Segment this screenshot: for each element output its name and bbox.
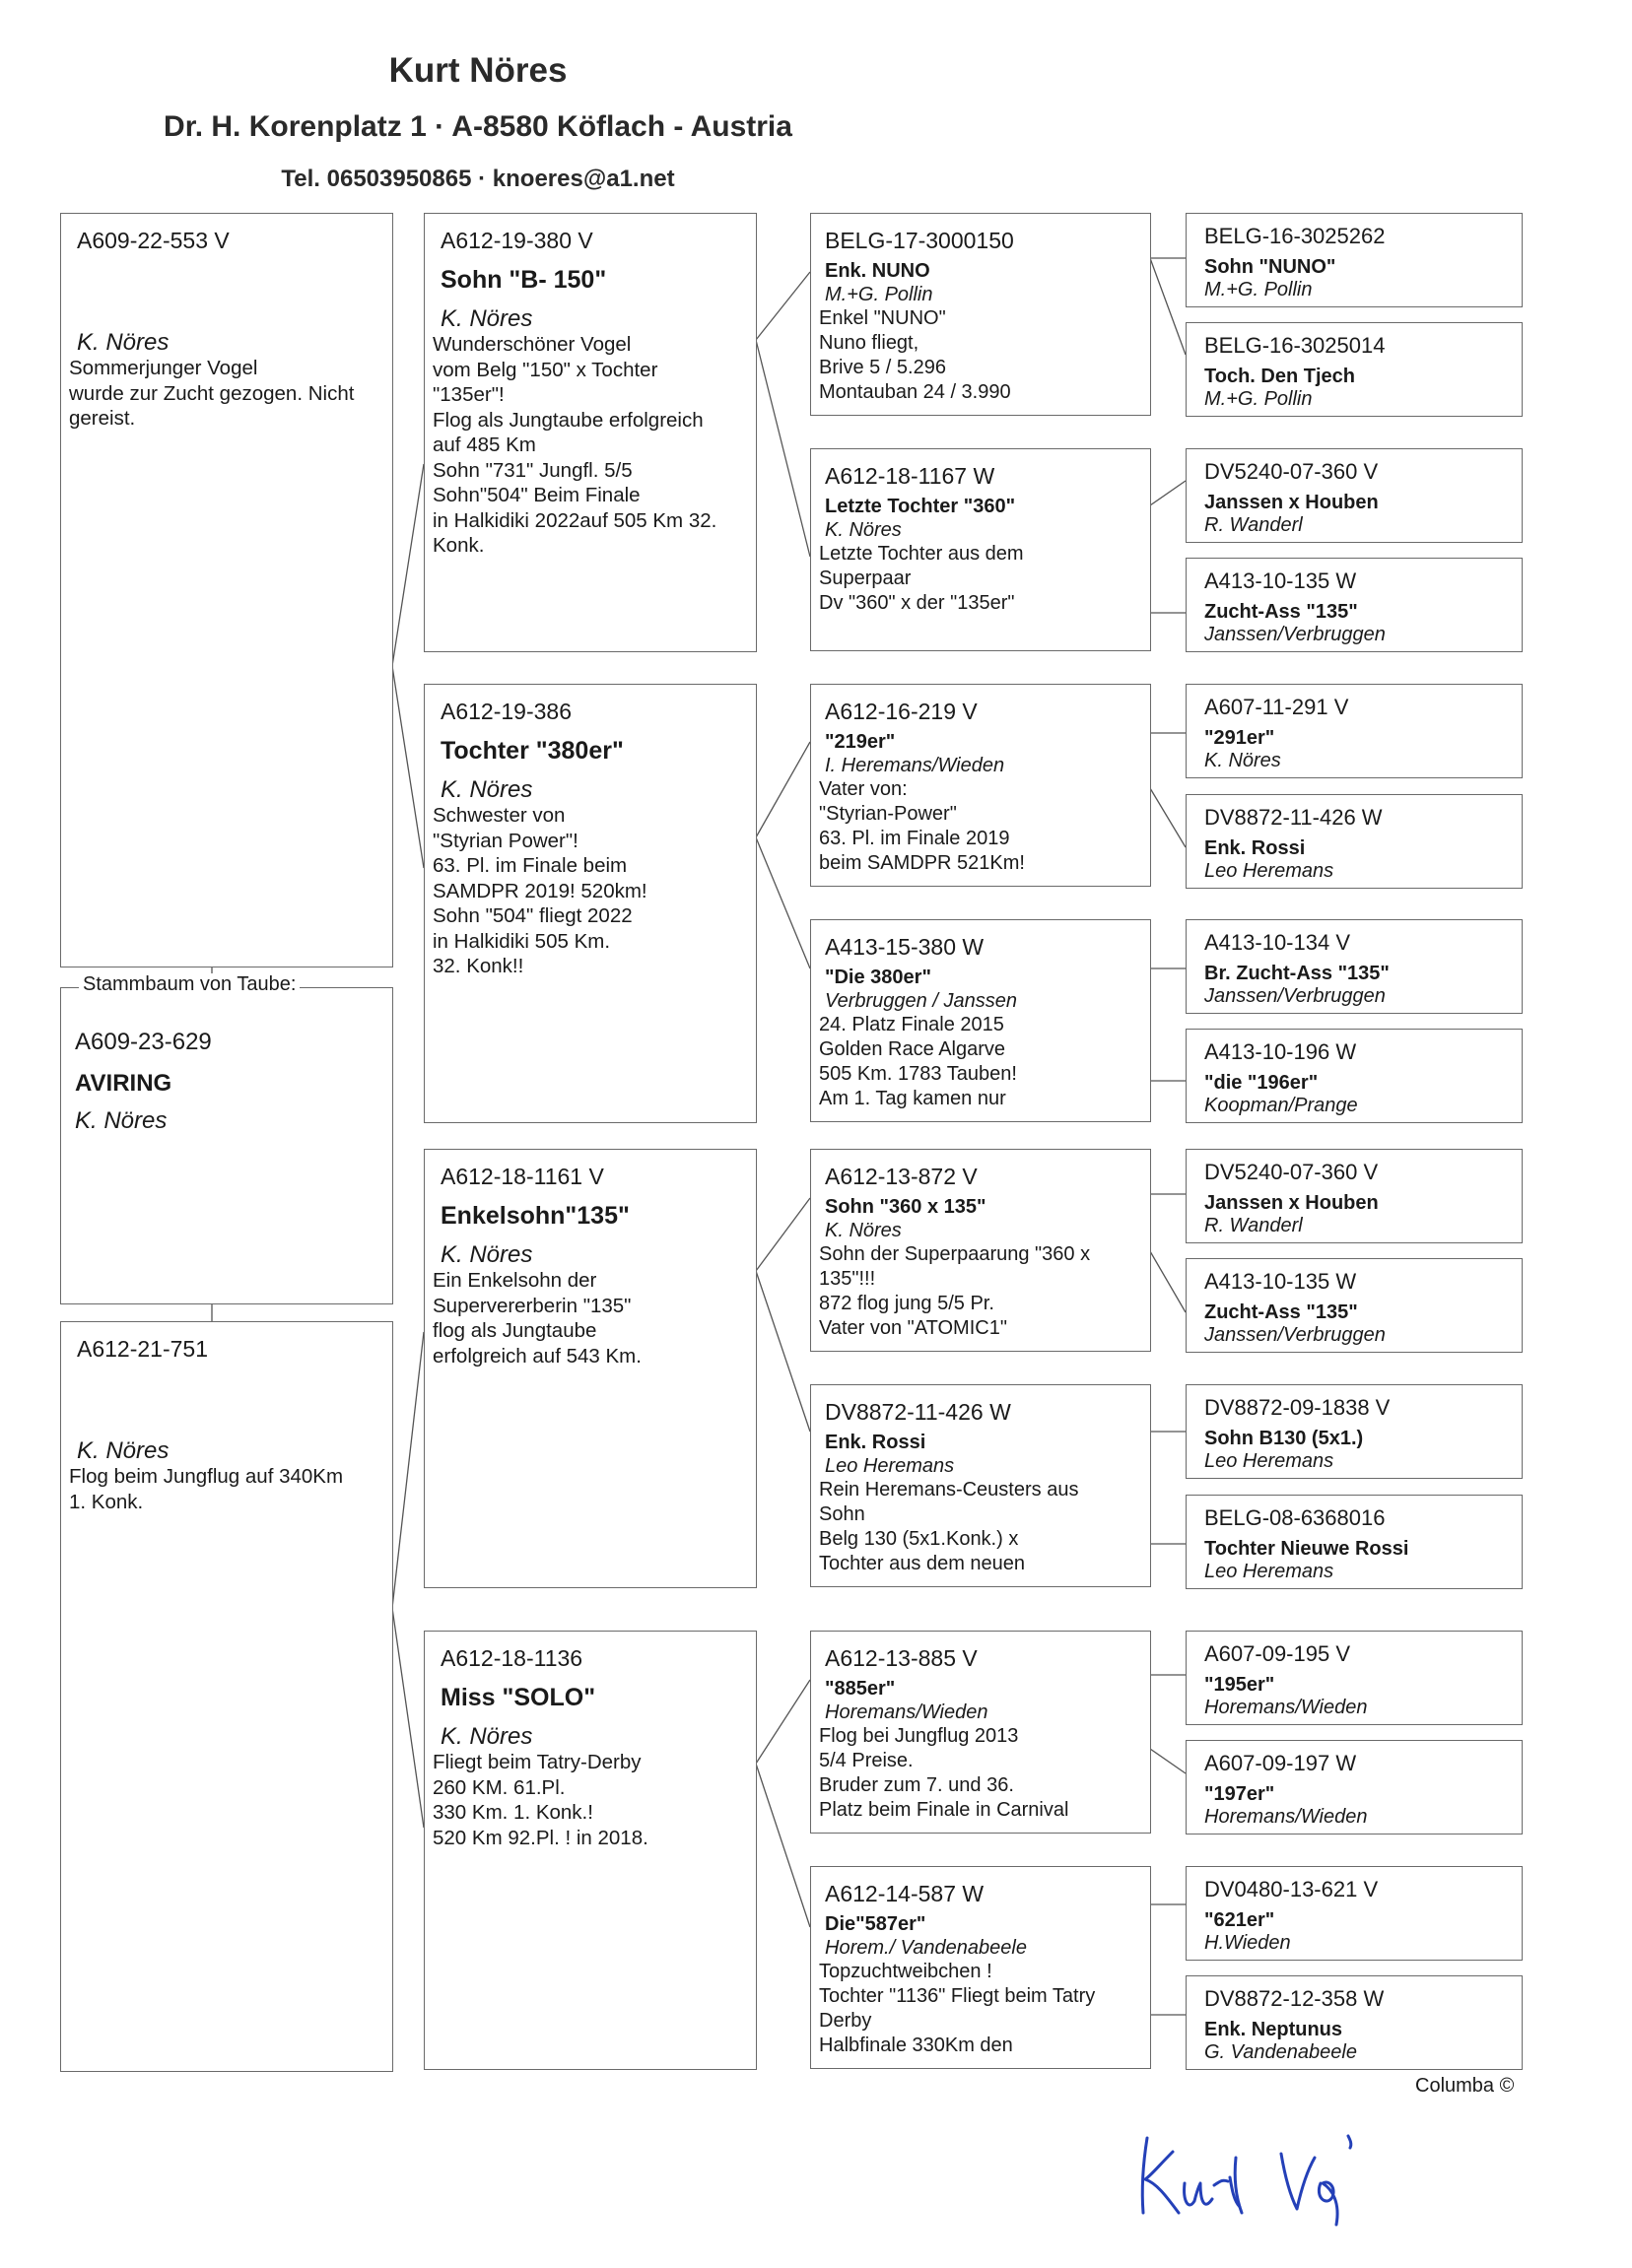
pigeon-notes: Topzuchtweibchen ! Tochter "1136" Fliegt beim Tatry Derby Halbfinale 330Km den (819, 1961, 1096, 2056)
gen4-card[interactable] (1186, 448, 1523, 543)
pigeon-name: Enk. Rossi (1204, 837, 1306, 859)
ring-number: A413-10-196 W (1204, 1039, 1357, 1064)
breeder: R. Wanderl (1204, 514, 1303, 536)
ring-number: BELG-16-3025014 (1204, 333, 1386, 358)
breeder: K. Nöres (441, 1241, 533, 1268)
pigeon-name (77, 1373, 378, 1433)
breeder: M.+G. Pollin (1204, 388, 1313, 410)
breeder: Janssen/Verbruggen (1204, 985, 1386, 1007)
ring-number: A612-14-587 W (825, 1881, 985, 1906)
breeder: I. Heremans/Wieden (825, 755, 1005, 776)
ring-number: A413-10-135 W (1204, 1269, 1357, 1294)
breeder: K. Nöres (1204, 750, 1281, 771)
sire-card[interactable] (60, 213, 393, 967)
pigeon-notes: Letzte Tochter aus dem Superpaar Dv "360" x der "135er" (819, 543, 1024, 614)
subject-label: Stammbaum von Taube: (79, 973, 300, 996)
breeder-name: Kurt Nöres (388, 51, 568, 90)
pigeon-notes: Flog bei Jungflug 2013 5/4 Preise. Bruder zum 7. und 36. Platz beim Finale in Carnival (819, 1725, 1069, 1821)
gen2-card[interactable] (424, 213, 757, 652)
gen4-card[interactable] (1186, 1975, 1523, 2070)
ring-number: DV8872-11-426 W (825, 1399, 1011, 1425)
subject-breeder: K. Nöres (75, 1107, 168, 1134)
ring-number: DV8872-12-358 W (1204, 1986, 1385, 2011)
gen3-card[interactable] (810, 684, 1151, 887)
gen2-card[interactable] (424, 684, 757, 1123)
ring-number: A413-10-134 V (1204, 930, 1350, 955)
gen3-card[interactable] (810, 213, 1151, 416)
gen4-card[interactable] (1186, 1149, 1523, 1243)
pigeon-name: "195er" (1204, 1674, 1275, 1696)
gen4-card[interactable] (1186, 1495, 1523, 1589)
breeder: M.+G. Pollin (825, 284, 933, 305)
breeder: K. Nöres (441, 305, 533, 332)
ring-number: A607-09-195 V (1204, 1641, 1350, 1666)
pigeon-name: Zucht-Ass "135" (1204, 1301, 1358, 1323)
gen4-card[interactable] (1186, 1258, 1523, 1353)
pigeon-name: "Die 380er" (825, 967, 931, 988)
pigeon-name: "291er" (1204, 727, 1275, 749)
breeder: Janssen/Verbruggen (1204, 1324, 1386, 1346)
ring-number: A607-11-291 V (1204, 695, 1349, 719)
gen3-card[interactable] (810, 1149, 1151, 1352)
breeder: K. Nöres (441, 1723, 533, 1750)
pigeon-name: "885er" (825, 1678, 896, 1700)
breeder: Horemans/Wieden (1204, 1697, 1368, 1718)
pigeon-name: Zucht-Ass "135" (1204, 601, 1358, 623)
breeder: Horemans/Wieden (1204, 1806, 1368, 1828)
pigeon-notes: Wunderschöner Vogel vom Belg "150" x Tochter "135er"! Flog als Jungtaube erfolgreich auf 485 Km Sohn "731" Jungfl. 5/5 Sohn"504" Beim Finale in Halkidiki 2022auf 505 Km 32. Konk. (433, 333, 717, 557)
ring-number: DV8872-11-426 W (1204, 805, 1383, 830)
gen4-card[interactable] (1186, 558, 1523, 652)
ring-number: A612-19-386 (441, 699, 572, 724)
gen4-card[interactable] (1186, 684, 1523, 778)
gen4-card[interactable] (1186, 1740, 1523, 1834)
breeder: Leo Heremans (1204, 1450, 1334, 1472)
pigeon-notes: 24. Platz Finale 2015 Golden Race Algarve 505 Km. 1783 Tauben! Am 1. Tag kamen nur (819, 1014, 1017, 1109)
gen4-card[interactable] (1186, 213, 1523, 307)
breeder: K. Nöres (77, 1437, 170, 1464)
pigeon-notes: Schwester von "Styrian Power"! 63. Pl. im Finale beim SAMDPR 2019! 520km! Sohn "504" fliegt 2022 in Halkidiki 505 Km. 32. Konk!! (433, 804, 647, 977)
pigeon-name: "die "196er" (1204, 1072, 1319, 1094)
pigeon-notes: Enkel "NUNO" Nuno fliegt, Brive 5 / 5.296 Montauban 24 / 3.990 (819, 307, 1011, 403)
breeder-address: Dr. H. Korenplatz 1 · A-8580 Köflach - Austria (164, 110, 792, 143)
ring-number: A612-18-1136 (441, 1645, 583, 1671)
breeder: G. Vandenabeele (1204, 2041, 1357, 2063)
pigeon-name: Sohn B130 (5x1.) (1204, 1428, 1364, 1449)
breeder: K. Nöres (825, 519, 902, 541)
gen4-card[interactable] (1186, 1631, 1523, 1725)
pigeon-name: "219er" (825, 731, 896, 753)
pigeon-name: "621er" (1204, 1909, 1275, 1931)
ring-number: A612-13-885 V (825, 1645, 978, 1671)
handwritten-signature (1133, 2118, 1390, 2227)
breeder: M.+G. Pollin (1204, 279, 1313, 300)
pigeon-name: Sohn "NUNO" (1204, 256, 1336, 278)
ring-number: DV8872-09-1838 V (1204, 1395, 1391, 1420)
pigeon-name: Br. Zucht-Ass "135" (1204, 963, 1390, 984)
breeder: R. Wanderl (1204, 1215, 1303, 1236)
pigeon-name: Die"587er" (825, 1913, 926, 1935)
breeder: Horem./ Vandenabeele (825, 1937, 1027, 1959)
pigeon-name: Sohn "360 x 135" (825, 1196, 986, 1218)
breeder: Horemans/Wieden (825, 1701, 988, 1723)
breeder: Leo Heremans (1204, 1561, 1334, 1582)
ring-number: DV0480-13-621 V (1204, 1877, 1379, 1901)
breeder: H.Wieden (1204, 1932, 1291, 1954)
gen4-card[interactable] (1186, 1384, 1523, 1479)
ring-number: A609-22-553 V (77, 228, 230, 253)
subject-ring: A609-23-629 (75, 1029, 212, 1055)
pigeon-name: Tochter "380er" (441, 737, 624, 765)
gen3-card[interactable] (810, 1631, 1151, 1834)
ring-number: DV5240-07-360 V (1204, 459, 1379, 484)
breeder: K. Nöres (825, 1220, 902, 1241)
ring-number: A612-16-219 V (825, 699, 978, 724)
breeder: Leo Heremans (825, 1455, 955, 1477)
software-credit: Columba © (1415, 2075, 1515, 2097)
pigeon-name: Janssen x Houben (1204, 1192, 1379, 1214)
gen3-card[interactable] (810, 919, 1151, 1122)
breeder: Janssen/Verbruggen (1204, 624, 1386, 645)
breeder-contact: Tel. 06503950865 · knoeres@a1.net (281, 166, 675, 192)
dam-card[interactable] (60, 1321, 393, 2072)
ring-number: A612-13-872 V (825, 1164, 978, 1189)
pigeon-notes: Rein Heremans-Ceusters aus Sohn Belg 130 (5x1.Konk.) x Tochter aus dem neuen (819, 1479, 1079, 1574)
ring-number: DV5240-07-360 V (1204, 1160, 1379, 1184)
gen2-card[interactable] (424, 1149, 757, 1588)
ring-number: BELG-08-6368016 (1204, 1505, 1386, 1530)
pigeon-notes: Sohn der Superpaarung "360 x 135"!!! 872 flog jung 5/5 Pr. Vater von "ATOMIC1" (819, 1243, 1091, 1339)
ring-number: A612-18-1161 V (441, 1164, 604, 1189)
gen3-card[interactable] (810, 1866, 1151, 2069)
pigeon-name: Enk. Rossi (825, 1432, 926, 1453)
ring-number: A612-18-1167 W (825, 463, 995, 489)
pigeon-notes: Vater von: "Styrian-Power" 63. Pl. im Finale 2019 beim SAMDPR 521Km! (819, 778, 1025, 874)
subject-name: AVIRING (75, 1070, 172, 1097)
pigeon-name: Tochter Nieuwe Rossi (1204, 1538, 1409, 1560)
pigeon-name: Enk. NUNO (825, 260, 930, 282)
pigeon-notes: Ein Enkelsohn der Supervererberin "135" flog als Jungtaube erfolgreich auf 543 Km. (433, 1269, 642, 1367)
breeder: Koopman/Prange (1204, 1095, 1358, 1116)
pigeon-name: Miss "SOLO" (441, 1684, 596, 1711)
pigeon-notes: Flog beim Jungflug auf 340Km 1. Konk. (69, 1465, 344, 1513)
gen2-card[interactable] (424, 1631, 757, 2070)
gen4-card[interactable] (1186, 919, 1523, 1014)
ring-number: A413-10-135 W (1204, 568, 1357, 593)
gen4-card[interactable] (1186, 322, 1523, 417)
gen4-card[interactable] (1186, 1029, 1523, 1123)
pigeon-name: Toch. Den Tjech (1204, 366, 1355, 387)
pigeon-notes: Sommerjunger Vogel wurde zur Zucht gezogen. Nicht gereist. (69, 357, 355, 430)
breeder: K. Nöres (441, 776, 533, 803)
pigeon-name: Janssen x Houben (1204, 492, 1379, 513)
ring-number: A612-19-380 V (441, 228, 593, 253)
pigeon-name: Letzte Tochter "360" (825, 496, 1016, 517)
pigeon-name: Enkelsohn"135" (441, 1202, 630, 1230)
breeder: K. Nöres (77, 329, 170, 356)
gen4-card[interactable] (1186, 1866, 1523, 1961)
ring-number: BELG-16-3025262 (1204, 224, 1386, 248)
gen3-card[interactable] (810, 1384, 1151, 1587)
pigeon-name: Sohn "B- 150" (441, 266, 607, 294)
pigeon-name: Enk. Neptunus (1204, 2019, 1343, 2040)
pigeon-name: "197er" (1204, 1783, 1275, 1805)
ring-number: A607-09-197 W (1204, 1751, 1357, 1775)
pigeon-name (77, 265, 378, 324)
gen4-card[interactable] (1186, 794, 1523, 889)
breeder: Leo Heremans (1204, 860, 1334, 882)
breeder: Verbruggen / Janssen (825, 990, 1017, 1012)
pigeon-notes: Fliegt beim Tatry-Derby 260 KM. 61.Pl. 330 Km. 1. Konk.! 520 Km 92.Pl. ! in 2018. (433, 1751, 648, 1849)
ring-number: A413-15-380 W (825, 934, 985, 960)
gen3-card[interactable] (810, 448, 1151, 651)
ring-number: A612-21-751 (77, 1336, 208, 1362)
ring-number: BELG-17-3000150 (825, 228, 1014, 253)
